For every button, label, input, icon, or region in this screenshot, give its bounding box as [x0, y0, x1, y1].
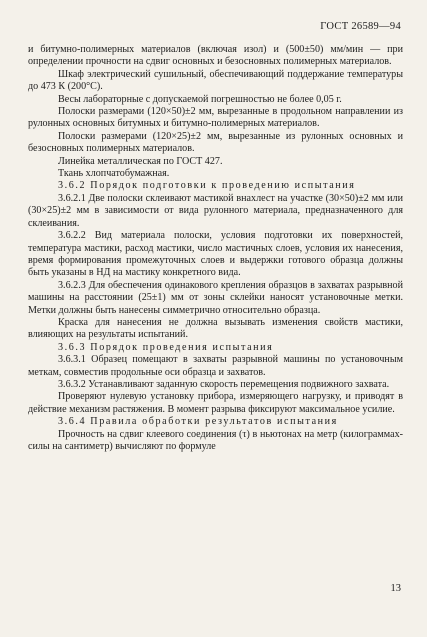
paragraph: Шкаф электрический сушильный, обеспечивающий поддержание температуры до 473 К (200°С). — [28, 68, 403, 93]
page-number: 13 — [390, 583, 401, 594]
paragraph: Прочность на сдвиг клеевого соединения (τ) в ньютонах на метр (килограммах-силы на сантиметр) вычисляют по формуле — [28, 428, 403, 452]
standard-header: ГОСТ 26589—94 — [320, 21, 401, 32]
section-heading: 3.6.2 Порядок подготовки к проведению испытания — [58, 180, 356, 192]
paragraph: 3.6.2.2 Вид материала полоски, условия подготовки их поверхностей, температура мастики, расход мастики, число мастичных слоев, условия их нанесения, время формирования промежуточных слоев и выдержки готового образца должны быть указаны в НД на мастику конкретного вида. — [28, 230, 403, 279]
paragraph: Полоски размерами (120×50)±2 мм, вырезанные в продольном направлении из рулонных основных битумных и битумно-полимерных материалов. — [28, 106, 403, 130]
section-heading: 3.6.3 Порядок проведения испытания — [58, 341, 274, 353]
paragraph: 3.6.2.3 Для обеспечения одинакового крепления образцов в захватах разрывной машины на расстоянии (25±1) мм от зоны склейки наносят установочные метки. Метки должны быть нанесены симметрично относительно образца. — [28, 279, 403, 316]
paragraph: Краска для нанесения не должна вызывать изменения свойств мастики, влияющих на результаты испытаний. — [28, 316, 403, 341]
paragraph: 3.6.3.1 Образец помещают в захваты разрывной машины по установочным меткам, совместив продольные оси образца и захватов. — [28, 354, 403, 378]
paragraph: Ткань хлопчатобумажная. — [58, 168, 170, 180]
paragraph: и битумно-полимерных материалов (включая изол) и (500±50) мм/мин — при определении прочности на сдвиг основных и безосновных полимерных материалов. — [28, 44, 403, 68]
paragraph: Полоски размерами (120×25)±2 мм, вырезанные из рулонных основных и безосновных полимерных материалов. — [28, 130, 403, 155]
paragraph: Линейка металлическая по ГОСТ 427. — [58, 155, 223, 167]
paragraph: 3.6.2.1 Две полоски склеивают мастикой внахлест на участке (30×50)±2 мм или (30×25)±2 мм в зависимости от вида рулонного материала, предназначенного для склеивания. — [28, 192, 403, 229]
document-body — [28, 44, 403, 453]
paragraph: 3.6.3.2 Устанавливают заданную скорость перемещения подвижного захвата. — [58, 378, 390, 390]
section-heading: 3.6.4 Правила обработки результатов испытания — [58, 416, 338, 428]
paragraph: Проверяют нулевую установку прибора, измеряющего нагрузку, и приводят в действие механизм растяжения. В момент разрыва фиксируют максимальное усилие. — [28, 391, 403, 415]
paragraph: Весы лабораторные с допускаемой погрешностью не более 0,05 г. — [58, 93, 342, 105]
